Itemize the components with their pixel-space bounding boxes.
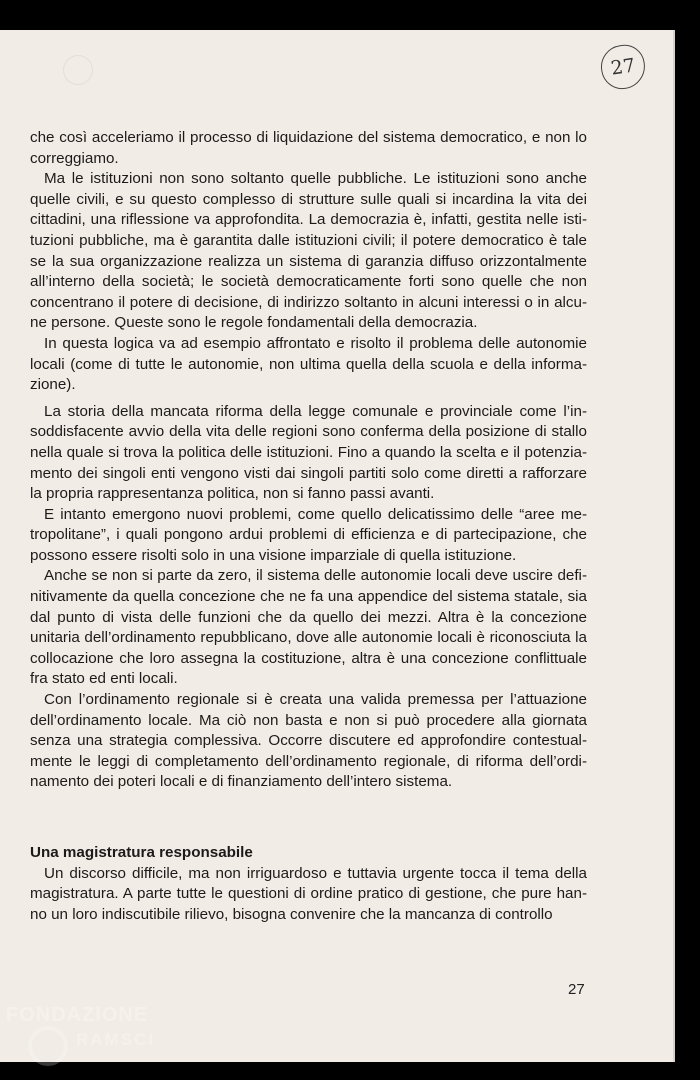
- archive-watermark: [0, 1000, 180, 1070]
- paragraph: Con l’ordinamento regionale si è creata una valida premessa per l’attuazione dell’ordinamento locale. Ma ciò non basta e non si può procedere alla giornata senza una strategia complessiva. Occorre discutere ed approfondire contestualmente le leggi di completamento dell’ordinamento regionale, di riforma dell’ordinamento dei poteri locali e di finanziamento dell’intero sistema.: [30, 691, 587, 791]
- watermark-logo-icon: [28, 1026, 68, 1066]
- watermark-text: RAMSCI: [76, 1030, 156, 1049]
- bleed-through-mark: [63, 55, 93, 85]
- paragraph: che così acceleriamo il processo di liquidazione del sistema democratico, e non lo correggiamo.: [30, 129, 587, 167]
- paragraph: In questa logica va ad esempio affrontato e risolto il problema delle autonomie locali (come di tutte le autonomie, non ultima quella della scuola e della informazione).: [30, 334, 587, 394]
- body-text: [30, 128, 587, 925]
- paragraph: Ma le istituzioni non sono soltanto quelle pubbliche. Le istituzioni sono anche quelle civili, e su questo complesso di strutture sulle quali si incardina la vita dei cittadini, una riflessione va approfondita. La democrazia è, infatti, gestita nelle istituzioni pubbliche, ma è garantita dalle istituzioni civili; il potere democratico è tale se la sua organizzazione realizza un sistema di garanzia diffuso orizzontalmente all’interno della società; le società democraticamente forti sono quelle che non concentrano il potere di decisione, di indirizzo soltanto in alcuni interessi o in alcune persone. Queste sono le regole fondamentali della democrazia.: [30, 170, 587, 332]
- handwritten-page-number: 27: [598, 42, 648, 92]
- paragraph: La storia della mancata riforma della legge comunale e provinciale come l’insoddisfacente avvio della vita delle regioni sono conferma della posizione di stallo nella quale si trova la politica delle istituzioni. Fino a quando la scelta e il potenziamento dei singoli enti vengono visti dai singoli partiti solo come diretti a rafforzare la propria rappresentanza politica, non si fanno passi avanti.: [30, 402, 587, 503]
- watermark-text: FONDAZIONE: [6, 1004, 149, 1026]
- paragraph: E intanto emergono nuovi problemi, come quello delicatissimo delle “aree metropolitane”, i quali pongono ardui problemi di efficienza e di partecipazione, che possono essere risolti solo in una visione imparziale di quella istituzione.: [30, 505, 587, 564]
- paragraph: Anche se non si parte da zero, il sistema delle autonomie locali deve uscire definitivamente da quella concezione che ne fa una appendice del sistema statale, sia dal punto di vista delle funzioni che da quello dei mezzi. Altra è la concezione unitaria dell’ordinamento repubblicano, dove alle autonomie locali è riconosciuta la collocazione che loro assegna la costituzione, altra è una concezione conflittuale fra stato ed enti locali.: [30, 567, 587, 688]
- printed-page-number: 27: [568, 981, 585, 998]
- document-page: [0, 30, 675, 1062]
- section-heading: Una magistratura responsabile: [30, 844, 253, 861]
- paragraph: Un discorso difficile, ma non irriguardoso e tuttavia urgente tocca il tema della magistratura. A parte tutte le questioni di ordine pratico di gestione, che pure hanno un loro indiscutibile rilievo, bisogna convenire che la mancanza di controllo: [30, 864, 587, 923]
